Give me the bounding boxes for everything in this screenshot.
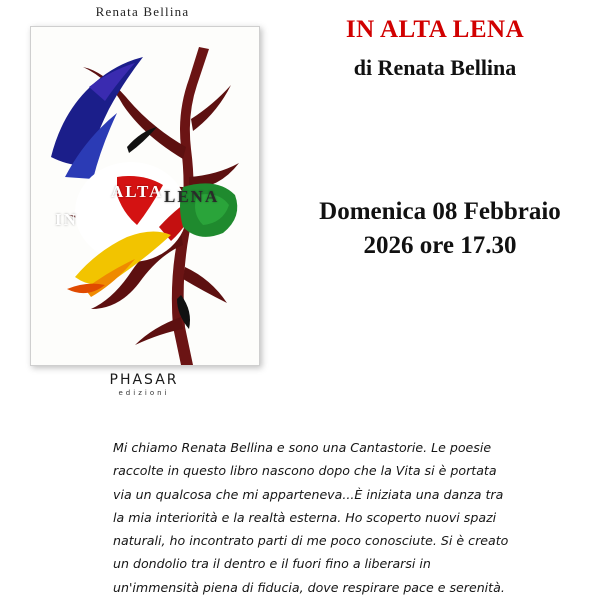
page-title: IN ALTA LENA [345,16,525,43]
event-info-column [285,0,600,430]
page-subtitle: di Renata Bellina [353,55,517,80]
publisher-subtitle: edizioni [118,389,170,397]
author-blurb: Mi chiamo Renata Bellina e sono una Cantastorie. Le poesie raccolte in questo libro nascono dopo che la Vita si è portata via un qualcosa che mi apparteneva...È iniziata una danza tra la mia interiorità e la realtà esterna. Ho scoperto nuovi spazi naturali, ho incontrato parti di me poco conosciute. Si è creato un dondolio tra il dentro e il fuori fino a liberarsi in un'immensità piena di fiducia, dove respirare pace e serenità. [113,440,509,595]
author-name-top: Renata Bellina [95,4,190,19]
event-date-line-2: 2026 ore 17.30 [363,231,517,259]
book-cover-image [30,26,260,366]
cover-title-word-lena: LENA [164,187,220,206]
publisher-logo [30,372,258,397]
event-date-line-1: Domenica 08 Febbraio [319,198,561,225]
book-cover-column [0,0,285,430]
event-date [285,195,595,263]
publisher-name: PHASAR [109,372,179,388]
cover-title-word-in: IN [55,210,78,229]
cover-title-word-alta: ALTA [111,182,164,201]
